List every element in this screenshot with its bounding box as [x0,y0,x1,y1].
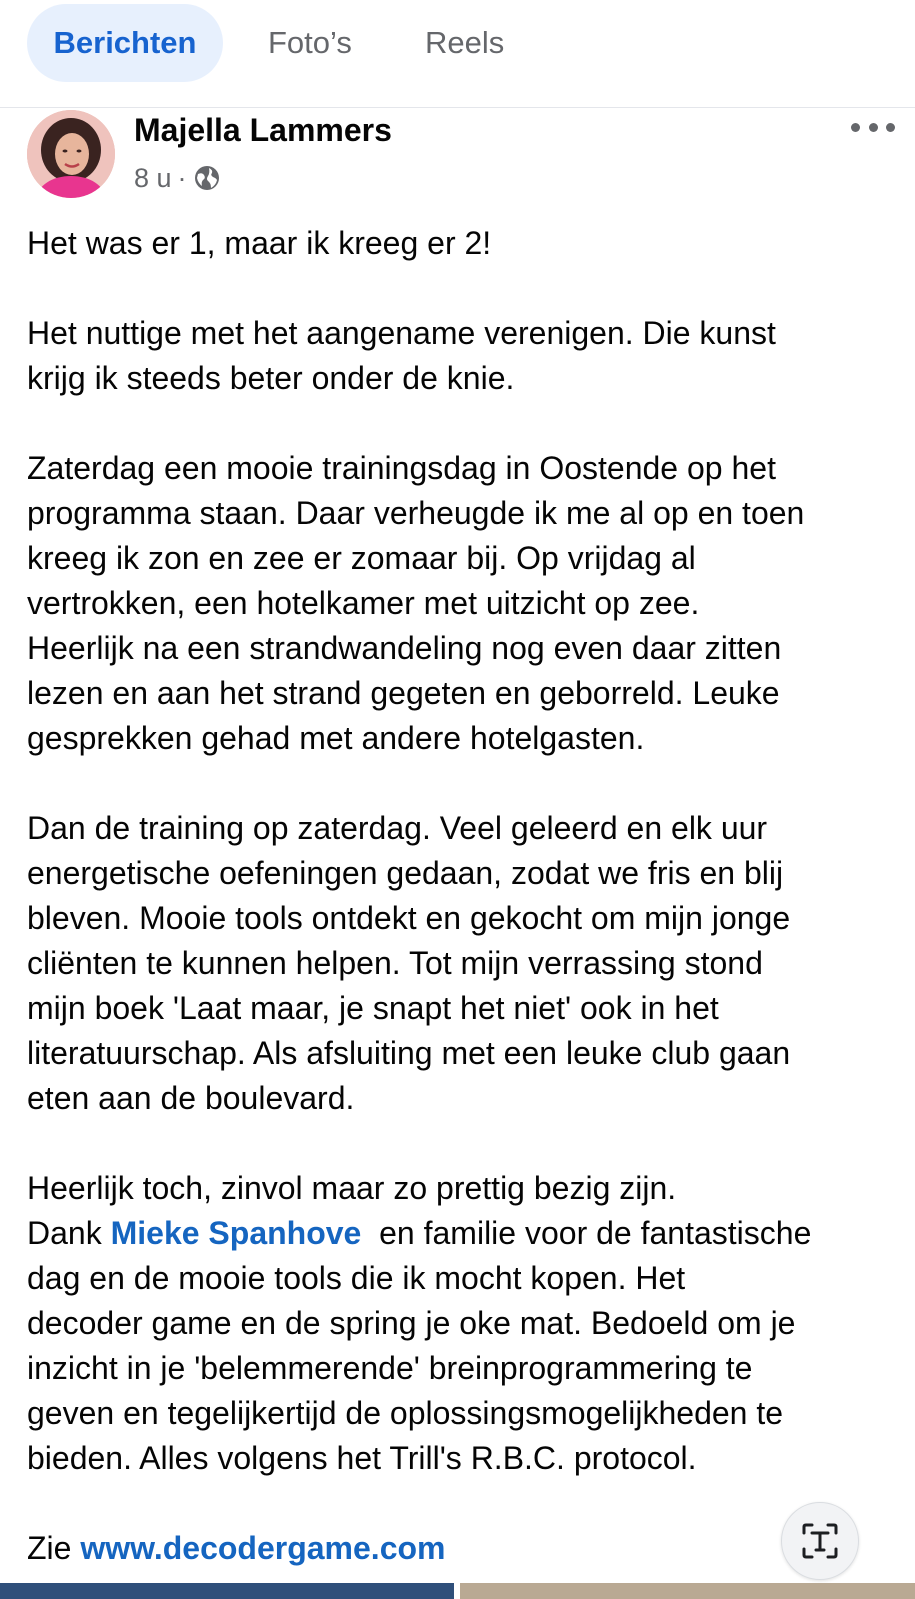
tab-berichten[interactable]: Berichten [27,4,223,82]
dank-prefix: Dank [27,1215,111,1251]
tab-fotos[interactable]: Foto’s [268,25,352,60]
post-paragraph: dag en de mooie tools die ik mocht kopen. Het decoder game en de spring je oke mat. Bedoeld om je inzicht in je 'belemmerende' breinprogrammering te geven en tegelijkertijd de oplossingsmogelijkheden te bieden. Alles volgens het Trill's R.B.C. protocol. [27,1260,796,1476]
see-prefix: Zie [27,1530,81,1566]
post-photo[interactable] [0,1583,454,1599]
globe-icon [193,164,221,192]
avatar[interactable] [27,110,115,198]
post-photos [0,1583,915,1599]
post-paragraph: Het nuttige met het aangename verenigen. Die kunst krijg ik steeds beter onder de knie. [27,315,776,396]
meta-separator: · [177,163,187,193]
post-paragraph: Zaterdag een mooie trainingsdag in Oostende op het programma staan. Daar verheugde ik me al op en toen kreeg ik zon en zee er zomaar bij. Op vrijdag al vertrokken, een hotelkamer met uitzicht op zee. Heerlijk na een strandwandeling nog even daar zitten lezen en aan het strand gegeten en geborreld. Leuke gesprekken gehad met andere hotelgasten. [27,450,805,756]
post-body [27,221,907,1571]
post-photo[interactable] [460,1583,915,1599]
post-see-line [27,1526,907,1571]
post-author[interactable]: Majella Lammers [134,112,392,148]
dank-suffix: en familie voor de fantastische [361,1215,812,1251]
post-paragraph: Het was er 1, maar ik kreeg er 2! [27,225,492,261]
mention-link[interactable]: Mieke Spanhove [110,1215,362,1251]
post-meta [134,160,221,196]
post-time[interactable]: 8 u [134,163,172,193]
more-options-icon[interactable] [851,116,895,138]
profile-tabs [0,0,915,108]
post-closing-line: Heerlijk toch, zinvol maar zo prettig bezig zijn. [27,1170,677,1206]
post-dank-line [27,1211,907,1256]
tab-reels[interactable]: Reels [425,25,505,60]
post-paragraph: Dan de training op zaterdag. Veel geleerd en elk uur energetische oefeningen gedaan, zodat we fris en blij bleven. Mooie tools ontdekt en gekocht om mijn jonge cliënten te kunnen helpen. Tot mijn verrassing stond mijn boek 'Laat maar, je snapt het niet' ook in het literatuurschap. Als afsluiting met een leuke club gaan eten aan de boulevard. [27,810,791,1116]
website-link[interactable]: www.decodergame.com [80,1530,446,1566]
text-translate-icon[interactable] [781,1502,859,1580]
